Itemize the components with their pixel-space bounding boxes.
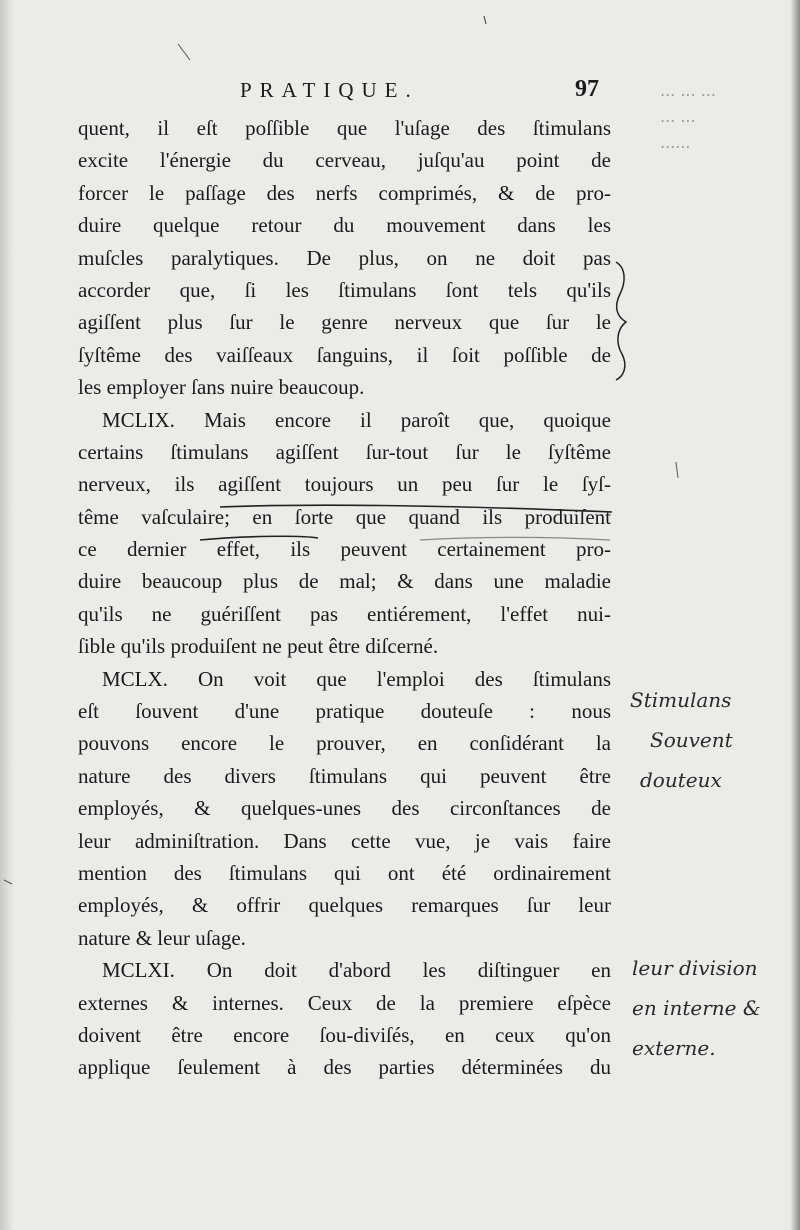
text-line: accorder que, ſi les ſtimulans ſont tels qu'ils	[78, 277, 611, 302]
text-line: ce dernier effet, ils peuvent certainement pro-	[78, 537, 611, 562]
margin-note-line: leur division	[632, 956, 758, 980]
faint-annotation-line: ... ...	[660, 107, 696, 126]
faint-annotation-line: ... ... ...	[660, 81, 716, 100]
text-line: agiſſent plus ſur le genre nerveux que ſur le	[78, 310, 611, 335]
faint-annotation-line: ......	[660, 133, 691, 152]
margin-note-line: Souvent	[650, 728, 733, 752]
text-line: certains ſtimulans agiſſent ſur-tout ſur le ſyſtême	[78, 439, 611, 464]
text-line: les employer ſans nuire beaucoup.	[78, 375, 365, 400]
paragraph-first-line: MCLXI. On doit d'abord les diſtinguer en	[102, 958, 611, 983]
text-line: mention des ſtimulans qui ont été ordinairement	[78, 860, 611, 885]
text-line: ſible qu'ils produiſent ne peut être diſcerné.	[78, 634, 439, 659]
text-line: duire quelque retour du mouvement dans les	[78, 213, 611, 238]
text-line: doivent être encore ſou-diviſés, en ceux qu'on	[78, 1022, 611, 1047]
paragraph-first-line: MCLX. On voit que l'emploi des ſtimulans	[102, 666, 611, 691]
body-text	[78, 112, 611, 1084]
text-line: eſt ſouvent d'une pratique douteuſe : nous	[78, 699, 611, 724]
text-line: nature & leur uſage.	[78, 925, 246, 950]
text-line: employés, & quelques-unes des circonſtances de	[78, 796, 611, 821]
page-number: 97	[575, 76, 599, 102]
text-line: leur adminiſtration. Dans cette vue, je vais faire	[78, 828, 611, 853]
margin-note-division	[632, 948, 800, 1068]
text-line: quent, il eſt poſſible que l'uſage des ſtimulans	[78, 116, 611, 140]
margin-note-stimulans	[630, 680, 800, 800]
faint-top-annotation	[660, 78, 800, 156]
running-head: PRATIQUE.	[240, 78, 419, 102]
text-line: pouvons encore le prouver, en conſidérant la	[78, 731, 611, 756]
text-line: muſcles paralytiques. De plus, on ne doit pas	[78, 245, 611, 270]
text-line: externes & internes. Ceux de la premiere eſpèce	[78, 990, 611, 1015]
text-line: nature des divers ſtimulans qui peuvent être	[78, 763, 611, 788]
margin-note-line: douteux	[640, 768, 722, 792]
text-line: duire beaucoup plus de mal; & dans une maladie	[78, 569, 611, 594]
text-line: nerveux, ils agiſſent toujours un peu ſur le ſyſ-	[78, 472, 611, 497]
paragraph-first-line: MCLIX. Mais encore il paroît que, quoique	[102, 407, 611, 432]
text-line: qu'ils ne guériſſent pas entiérement, l'effet nui-	[78, 601, 611, 626]
margin-note-line: externe.	[632, 1036, 716, 1060]
margin-bracket	[612, 258, 632, 383]
text-line: tême vaſculaire; en ſorte que quand ils produiſent	[78, 504, 611, 529]
margin-note-line: en interne &	[632, 996, 761, 1020]
margin-note-line: Stimulans	[630, 688, 732, 712]
text-line: ſyſtême des vaiſſeaux ſanguins, il ſoit poſſible de	[78, 342, 611, 367]
text-line: applique ſeulement à des parties déterminées du	[78, 1055, 611, 1080]
text-line: excite l'énergie du cerveau, juſqu'au point de	[78, 148, 611, 173]
text-line: employés, & offrir quelques remarques ſur leur	[78, 893, 611, 918]
text-line: forcer le paſſage des nerfs comprimés, & de pro-	[78, 180, 611, 205]
